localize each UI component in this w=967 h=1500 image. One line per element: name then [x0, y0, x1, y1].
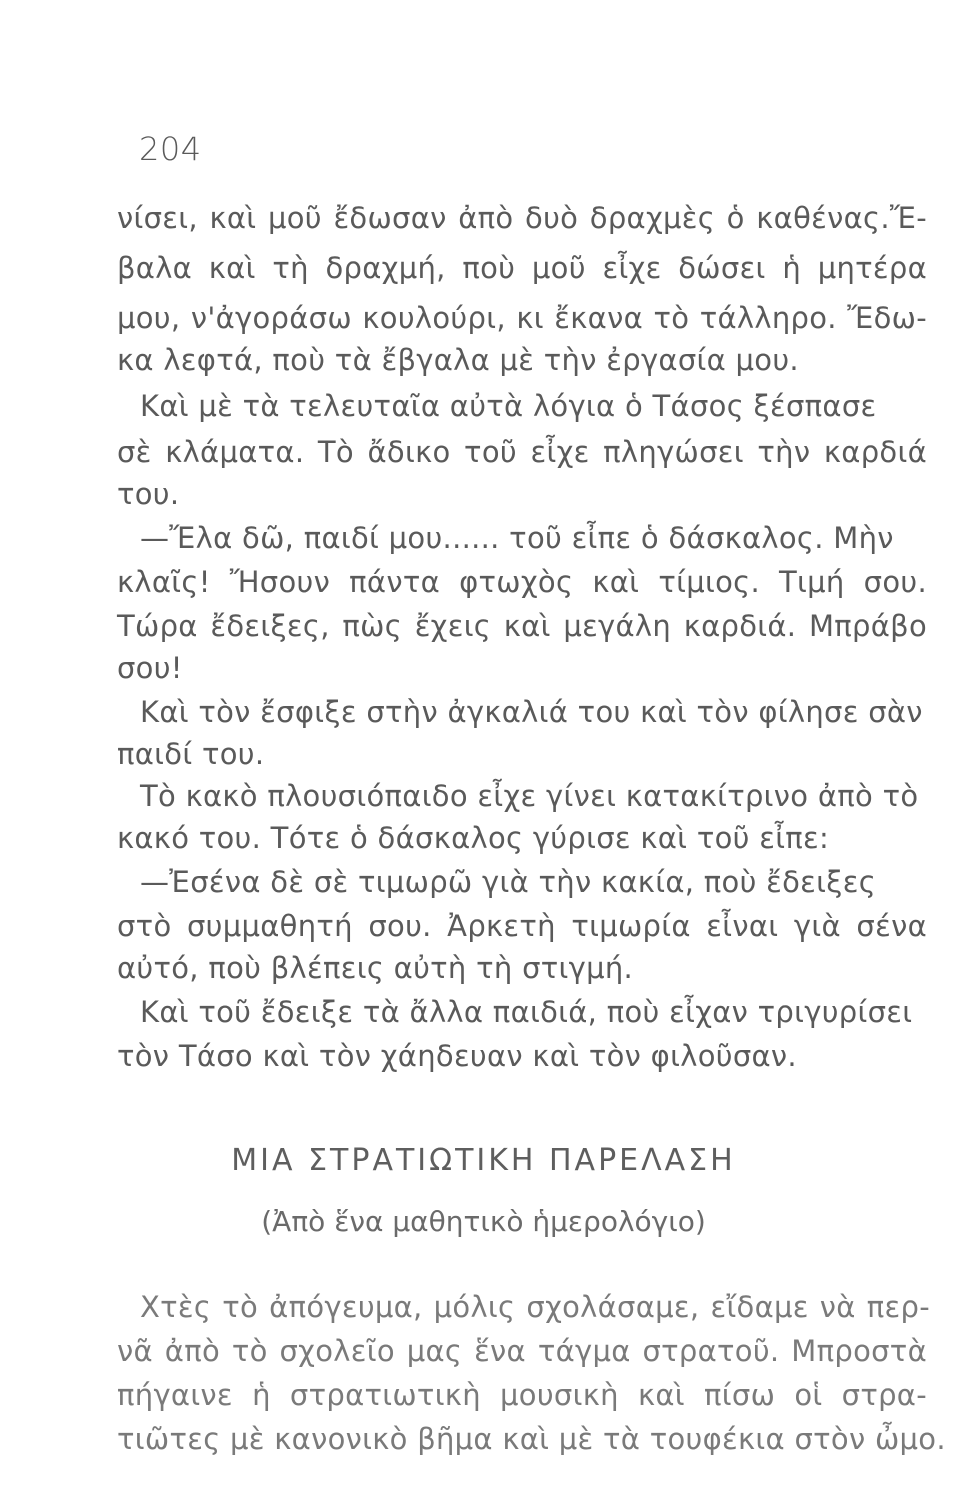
text-line: Καὶ τὸν ἔσφιξε στὴν ἀγκαλιά του καὶ τὸν φίλησε σὰν: [140, 695, 923, 729]
text-line: κλαῖς! Ἤσουν πάντα φτωχὸς καὶ τίμιος. Τιμή σου.: [117, 565, 927, 599]
text-line: κακό του. Τότε ὁ δάσκαλος γύρισε καὶ τοῦ εἶπε:: [117, 821, 830, 855]
text-line: πήγαινε ἡ στρατιωτικὴ μουσικὴ καὶ πίσω οἱ στρα-: [117, 1378, 927, 1412]
text-line: σου!: [117, 651, 183, 685]
page-number: 204: [139, 130, 202, 168]
text-line: βαλα καὶ τὴ δραχμή, ποὺ μοῦ εἶχε δώσει ἡ μητέρα: [117, 251, 927, 285]
text-line: τὸν Τάσο καὶ τὸν χάηδευαν καὶ τὸν φιλοῦσαν.: [117, 1039, 797, 1073]
text-line: αὐτό, ποὺ βλέπεις αὐτὴ τὴ στιγμή.: [117, 951, 634, 985]
text-line: —Ἐσένα δὲ σὲ τιμωρῶ γιὰ τὴν κακία, ποὺ ἔδειξες: [140, 865, 877, 899]
text-line: Τὸ κακὸ πλουσιόπαιδο εἶχε γίνει κατακίτρινο ἀπὸ τὸ: [140, 779, 919, 813]
text-line: Καὶ τοῦ ἔδειξε τὰ ἄλλα παιδιά, ποὺ εἶχαν τριγυρίσει: [140, 995, 913, 1029]
text-line: νίσει, καὶ μοῦ ἔδωσαν ἀπὸ δυὸ δραχμὲς ὁ καθένας.Ἔ-: [117, 201, 927, 235]
text-line: Τώρα ἔδειξες, πὼς ἔχεις καὶ μεγάλη καρδιά. Μπράβο: [117, 609, 927, 643]
text-line: μου, ν'ἀγοράσω κουλούρι, κι ἔκανα τὸ τάλληρο. Ἔδω-: [117, 301, 927, 335]
text-line: Χτὲς τὸ ἀπόγευμα, μόλις σχολάσαμε, εἴδαμε νὰ περ-: [140, 1290, 930, 1324]
text-line: —Ἔλα δῶ, παιδί μου...... τοῦ εἶπε ὁ δάσκαλος. Μὴν: [140, 521, 894, 555]
text-line: τιῶτες μὲ κανονικὸ βῆμα καὶ μὲ τὰ τουφέκια στὸν ὦμο.: [117, 1422, 946, 1456]
section-title: ΜΙΑ ΣΤΡΑΤΙΩΤΙΚΗ ΠΑΡΕΛΑΣΗ: [231, 1143, 736, 1178]
text-line: σὲ κλάματα. Τὸ ἄδικο τοῦ εἶχε πληγώσει τὴν καρδιά: [117, 435, 927, 469]
text-line: νᾶ ἀπὸ τὸ σχολεῖο μας ἕνα τάγμα στρατοῦ. Μπροστὰ: [117, 1334, 927, 1368]
text-line: Καὶ μὲ τὰ τελευταῖα αὐτὰ λόγια ὁ Τάσος ξέσπασε: [140, 389, 877, 423]
text-line: κα λεφτά, ποὺ τὰ ἔβγαλα μὲ τὴν ἐργασία μου.: [117, 343, 799, 377]
text-line: του.: [117, 477, 180, 511]
text-line: στὸ συμμαθητή σου. Ἀρκετὴ τιμωρία εἶναι γιὰ σένα: [117, 909, 927, 943]
section-subtitle: (Ἀπὸ ἕνα μαθητικὸ ἡμερολόγιο): [261, 1205, 706, 1238]
text-line: παιδί του.: [117, 737, 265, 771]
